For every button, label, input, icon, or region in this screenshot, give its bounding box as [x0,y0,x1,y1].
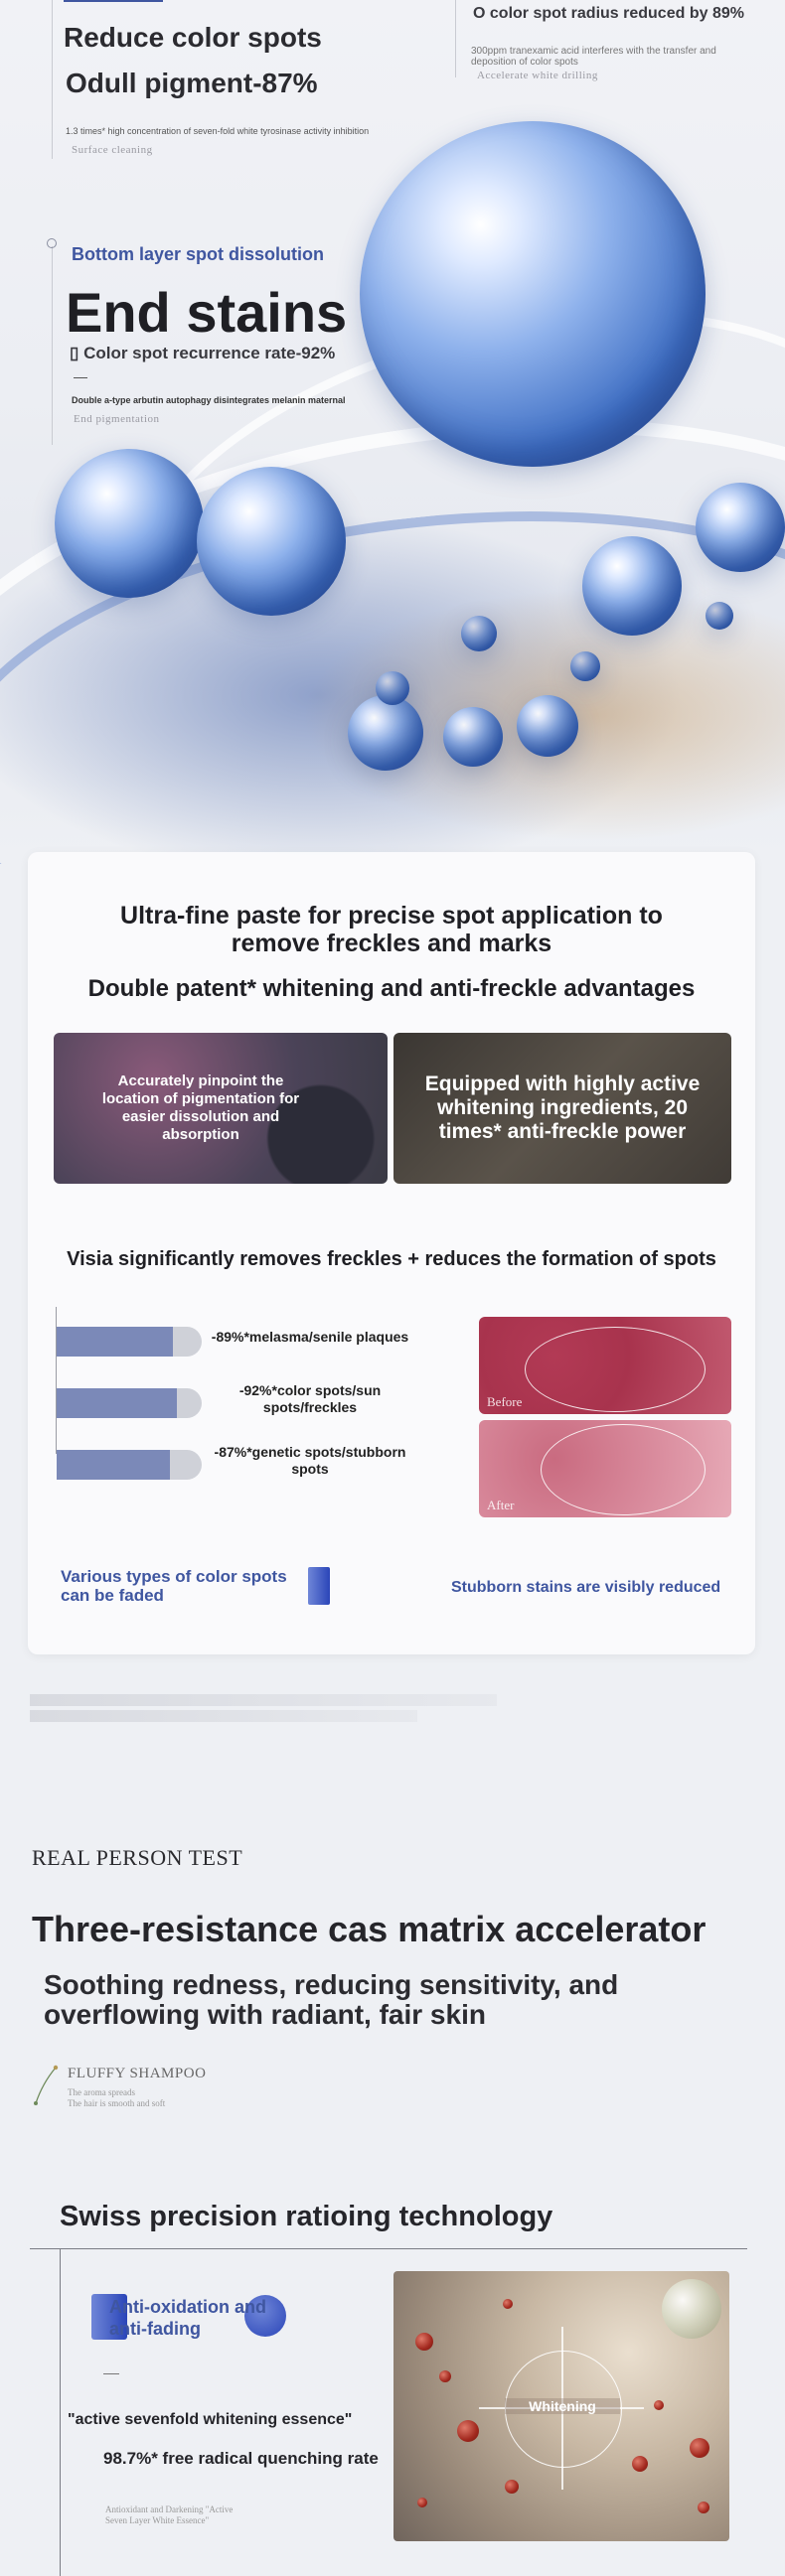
before-image [479,1317,731,1414]
footnote-line-2: Seven Layer White Essence" [105,2515,210,2525]
block2-title: O color spot radius reduced by 89% [473,5,744,22]
ingredients-text: Equipped with highly active whitening ingredients, 20 times* anti-freckle power [424,1073,701,1143]
visia-title: Visia significantly removes freckles + reduces the formation of spots [67,1248,716,1270]
particle [503,2299,513,2309]
block1-tag: Surface cleaning [72,144,153,156]
water-sphere [706,602,733,630]
fluffy-line-1: The aroma spreads [68,2087,135,2097]
badge-text: Anti-oxidation and anti-fading [109,2297,266,2339]
block1-detail: 1.3 times* high concentration of seven-fold white tyrosinase activity inhibition [66,126,370,136]
blue-accent-shape [308,1567,330,1605]
whitening-microscopy-image [393,2271,729,2541]
focus-ring [541,1424,706,1515]
card-heading-1: Ultra-fine paste for precise spot application to remove freckles and marks [120,902,663,957]
after-label: After [487,1498,515,1512]
bar-fill [57,1450,170,1480]
ingredients-panel [393,1033,731,1184]
particle [632,2456,648,2472]
bar-label: -89%*melasma/senile plaques [211,1329,409,1345]
fluffy-title: FLUFFY SHAMPOO [68,2066,207,2081]
water-sphere [696,483,785,572]
block2-tag: Accelerate white drilling [477,70,598,81]
fine-print-line [30,1694,497,1706]
particle [505,2480,519,2494]
glass-sphere [662,2279,721,2339]
large-water-sphere [360,121,706,467]
bullet-dot [47,238,57,248]
focus-ring [525,1327,706,1412]
quench-rate: 98.7%* free radical quenching rate [103,2449,379,2468]
water-sphere [582,536,682,636]
after-image [479,1420,731,1517]
bar-fill [57,1327,173,1357]
swiss-title: Swiss precision ratioing technology [60,2201,553,2232]
subheadline: Soothing redness, reducing sensitivity, and overflowing with radiant, fair skin [44,1969,619,2030]
bar-label: -92%*color spots/sun spots/freckles [238,1382,382,1415]
water-sphere [461,616,497,651]
water-sphere [197,467,346,616]
water-sphere [376,671,409,705]
caption-left: Various types of color spots can be faded [61,1567,287,1605]
guide-line [52,246,53,445]
particle [415,2333,433,2351]
leaf-icon [30,2064,60,2107]
particle [698,2502,709,2513]
particle [654,2400,664,2410]
real-person-test: REAL PERSON TEST [32,1845,243,1870]
block3-kicker: Bottom layer spot dissolution [72,244,325,264]
headline: Three-resistance cas matrix accelerator [32,1909,706,1949]
pinpoint-text: Accurately pinpoint the location of pigmentation for easier dissolution and absorption [101,1073,300,1143]
particle [417,2498,427,2507]
bar-fill [57,1388,177,1418]
water-sphere [348,695,423,771]
water-sphere [55,449,204,598]
water-sphere [443,707,503,767]
underline-accent [64,0,163,2]
particle [439,2370,451,2382]
particle [690,2438,709,2458]
fluffy-line-2: The hair is smooth and soft [68,2098,166,2108]
fine-print-line [30,1710,417,1722]
caption-right: Stubborn stains are visibly reduced [451,1579,721,1596]
card-heading-2: Double patent* whitening and anti-freckle advantages [87,975,696,1002]
fine-print [30,1694,725,1722]
water-sphere [517,695,578,757]
guide-line [60,2248,61,2576]
guide-line [52,0,53,159]
particle [457,2420,479,2442]
whitening-label: Whitening [505,2398,620,2414]
block3-detail: Double a-type arbutin autophagy disintegrates melanin maternal [72,395,346,405]
block1-subtitle: Odull pigment-87% [66,68,318,98]
block3-tag: End pigmentation [74,413,160,425]
divider [30,2248,747,2249]
hero-section [0,0,785,864]
bar-label: -87%*genetic spots/stubborn spots [214,1444,406,1477]
block3-title: End stains [66,281,348,344]
short-dash [74,377,87,378]
short-dash [103,2373,119,2374]
pinpoint-panel [54,1033,388,1184]
before-label: Before [487,1394,523,1409]
product-card [28,852,755,1654]
footnote-line-1: Antioxidant and Darkening "Active [105,2504,234,2514]
block3-subtitle: ▯ Color spot recurrence rate-92% [70,344,336,362]
block2-detail: 300ppm tranexamic acid interferes with the transfer and deposition of color spots [471,46,716,68]
block1-title: Reduce color spots [64,22,322,53]
essence-label: "active sevenfold whitening essence" [68,2411,353,2428]
guide-line [455,0,456,77]
water-sphere [570,651,600,681]
